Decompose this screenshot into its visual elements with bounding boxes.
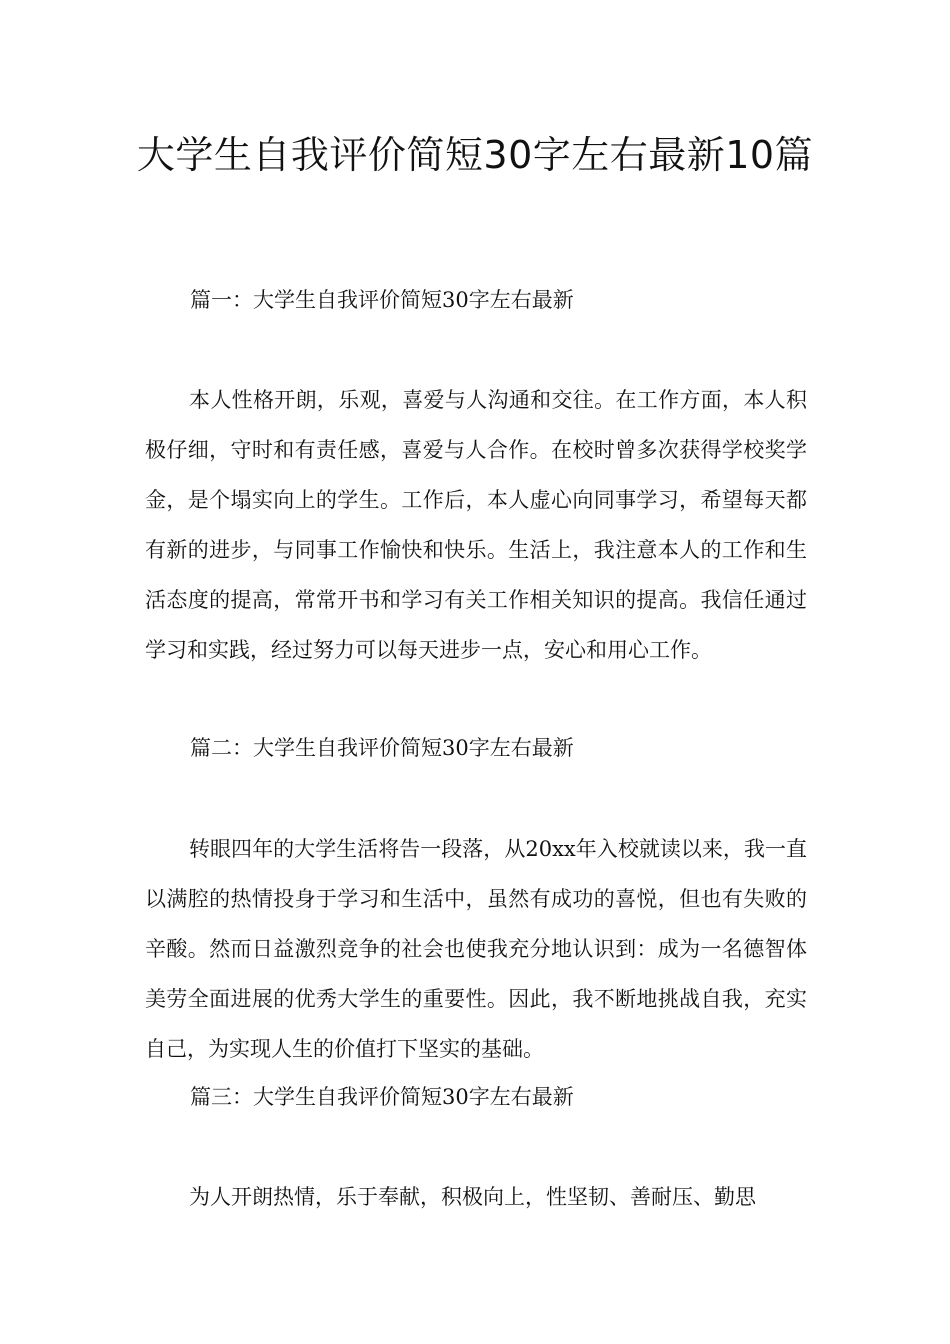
section-body-3: 为人开朗热情，乐于奉献，积极向上，性坚韧、善耐压、勤思 [189, 1185, 756, 1209]
section-heading-2: 篇二：大学生自我评价简短30字左右最新 [190, 736, 574, 760]
section-heading-3: 篇三：大学生自我评价简短30字左右最新 [190, 1085, 574, 1109]
section-body-2: 转眼四年的大学生活将告一段落，从20xx年入校就读以来，我一直以满腔的热情投身于学习和生活中，虽然有成功的喜悦，但也有失败的辛酸。然而日益激烈竞争的社会也使我充分地认识到：成为一名德智体美劳全面进展的优秀大学生的重要性。因此，我不断地挑战自我，充实自己，为实现人生的价值打下坚实的基础。 [145, 837, 807, 1061]
document-title: 大学生自我评价简短30字左右最新10篇 [136, 133, 814, 177]
section-heading-1: 篇一：大学生自我评价简短30字左右最新 [190, 288, 574, 312]
section-body-1: 本人性格开朗，乐观，喜爱与人沟通和交往。在工作方面，本人积极仔细，守时和有责任感，喜爱与人合作。在校时曾多次获得学校奖学金，是个塌实向上的学生。工作后，本人虚心向同事学习，希望每天都有新的进步，与同事工作愉快和快乐。生活上，我注意本人的工作和生活态度的提高，常常开书和学习有关工作相关知识的提高。我信任通过学习和实践，经过努力可以每天进步一点，安心和用心工作。 [145, 388, 807, 662]
